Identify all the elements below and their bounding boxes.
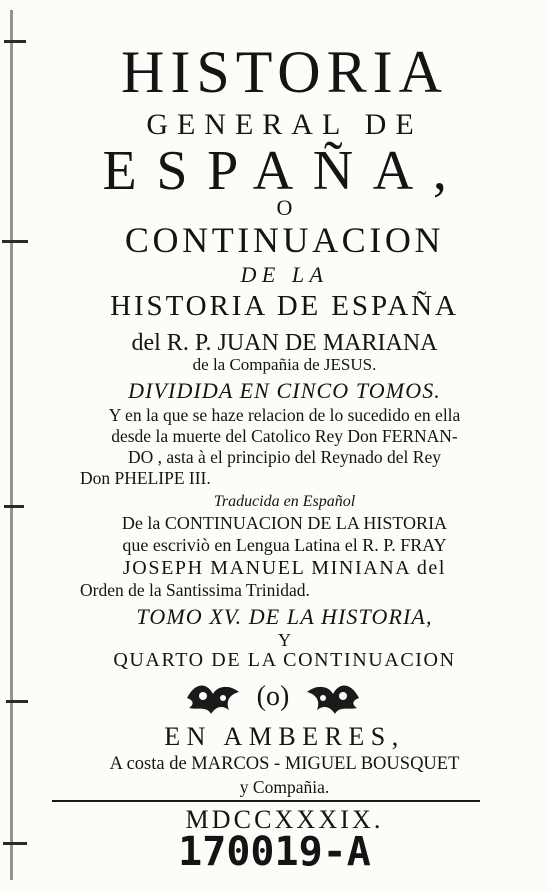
- imprint-place: EN AMBERES,: [164, 722, 405, 751]
- gutter-mark: [6, 700, 28, 703]
- catalog-number: 170019-A: [178, 829, 371, 875]
- imprint-date: MDCCXXXIX.: [185, 805, 384, 834]
- title-line-2: GENERAL DE: [146, 108, 423, 141]
- description-line-4: Don PHELIPE III.: [80, 468, 211, 488]
- division-line: DIVIDIDA EN CINCO TOMOS.: [128, 378, 441, 403]
- left-ornament-icon: [185, 680, 241, 716]
- translation-line-4: JOSEPH MANUEL MINIANA del: [122, 557, 447, 579]
- gutter-mark: [4, 40, 26, 43]
- binding-gutter: [0, 0, 34, 892]
- author-line-1: del R. P. JUAN DE MARIANA: [131, 330, 438, 356]
- imprint-publisher-2: y Compañia.: [239, 777, 330, 797]
- translation-line-2: De la CONTINUACION DE LA HISTORIA: [121, 513, 448, 533]
- translation-line-3: que escriviò en Lengua Latina el R. P. FRAY: [122, 535, 447, 555]
- title-line-6: DE LA: [240, 262, 329, 287]
- volume-line-2: Y: [278, 630, 291, 650]
- volume-line-1: TOMO XV. DE LA HISTORIA,: [136, 604, 433, 629]
- ornament-center: (o): [256, 681, 290, 712]
- description-line-2: desde la muerte del Catolico Rey Don FERNAN-: [111, 426, 458, 446]
- right-ornament-icon: [305, 680, 361, 716]
- title-line-1: HISTORIA: [121, 39, 448, 105]
- title-line-5: CONTINUACION: [124, 220, 445, 260]
- imprint-rule: [52, 800, 480, 802]
- gutter-mark: [2, 240, 28, 243]
- translation-line-1: Traducida en Español: [213, 493, 356, 510]
- translation-line-5: Orden de la Santissima Trinidad.: [80, 580, 310, 600]
- title-line-4: O: [276, 195, 293, 220]
- title-line-7: HISTORIA DE ESPAÑA: [110, 290, 459, 322]
- volume-line-3: QUARTO DE LA CONTINUACION: [113, 649, 456, 671]
- description-line-3: DO , asta à el principio del Reynado del Rey: [128, 447, 441, 467]
- imprint-publisher: A costa de MARCOS - MIGUEL BOUSQUET: [109, 754, 460, 774]
- title-line-3: ESPAÑA,: [102, 140, 467, 202]
- author-line-2: de la Compañia de JESUS.: [192, 355, 377, 374]
- description-line-1: Y en la que se haze relacion de lo sucedido en ella: [108, 405, 461, 425]
- gutter-mark: [4, 505, 24, 508]
- spine-edge: [10, 10, 13, 880]
